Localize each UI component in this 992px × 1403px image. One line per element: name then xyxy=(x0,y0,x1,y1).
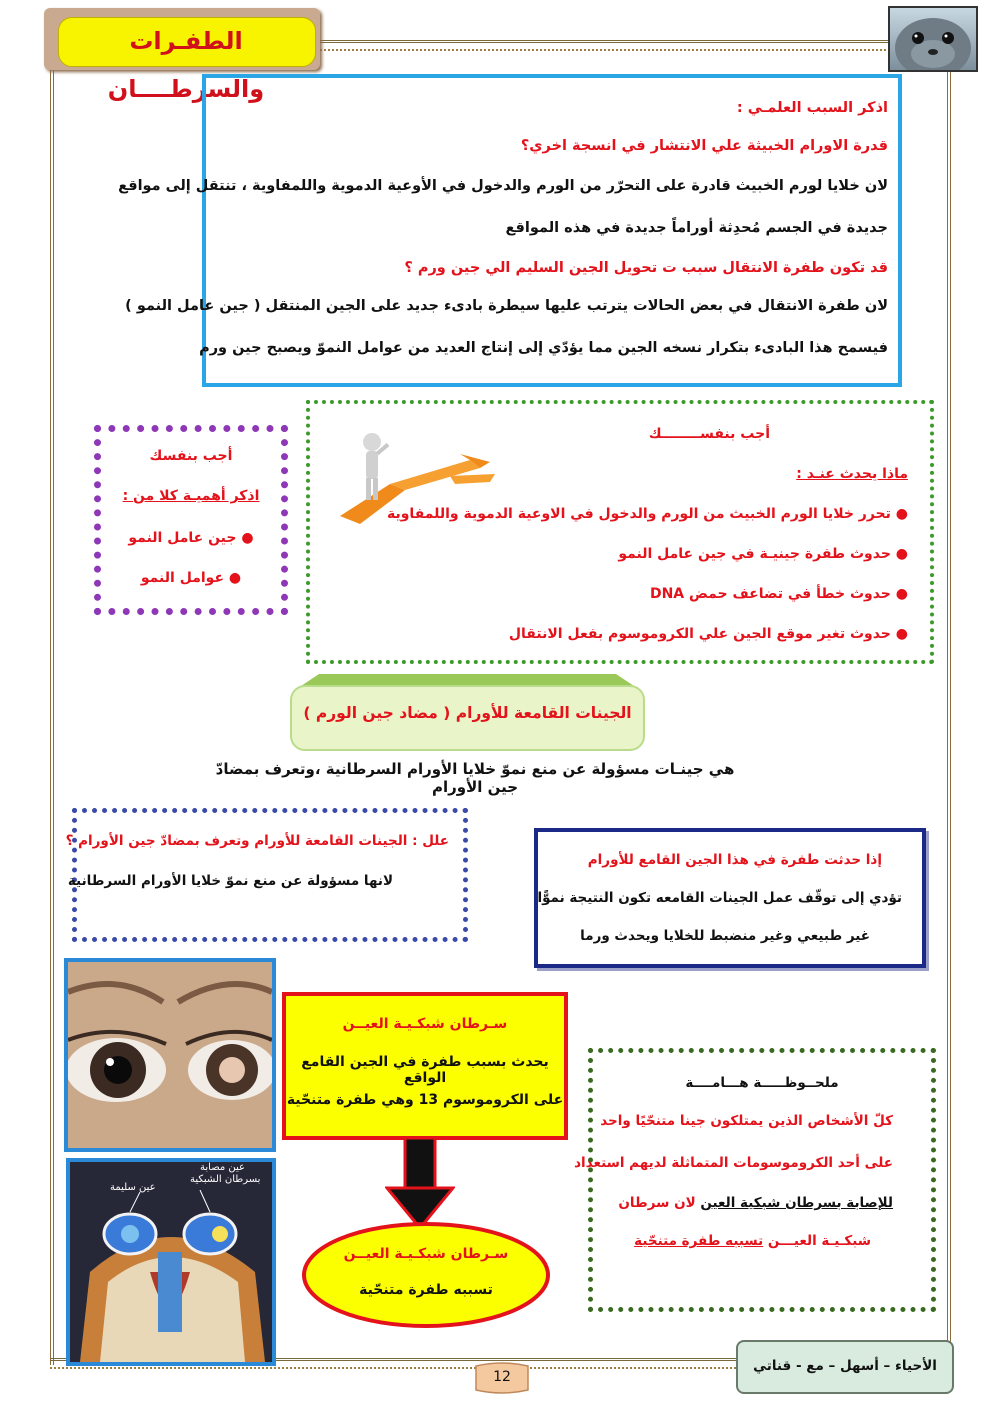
left-box-item: ● عوامل النمو xyxy=(140,570,242,586)
self-answer-box-left xyxy=(94,425,288,615)
reason-box xyxy=(65,808,468,942)
note-line-1: كلّ الأشخاص الذين يمتلكون جينا متنحّيًا واحد xyxy=(600,1113,893,1129)
mutation-line-2: غير طبيعي وغير منضبط للخلايا ويحدث ورما xyxy=(580,928,870,944)
scientific-reason-box xyxy=(118,74,902,387)
page-number: 12 xyxy=(493,1369,511,1385)
top-rule xyxy=(320,40,890,51)
left-box-item-text: عوامل النمو xyxy=(140,570,225,586)
retinoblastoma-box xyxy=(282,992,568,1140)
section-banner xyxy=(289,674,646,754)
note-line-3-black: للإصابة بسرطان شبكية العين xyxy=(700,1195,893,1211)
reason-answer: لانها مسؤولة عن منع نموّ خلايا الأورام السرطانية xyxy=(67,873,393,889)
right-box-sub: ماذا يحدث عنـد : xyxy=(796,466,908,482)
page-number-scroll xyxy=(470,1362,534,1394)
note-line-4-black: تسببه طفرة متنحّية xyxy=(634,1233,764,1249)
right-box-item-text: حدوث طفرة جينيـة في جين عامل النمو xyxy=(618,546,891,562)
left-box-sub: اذكر أهميـة كلا من : xyxy=(122,488,260,504)
footer-tag-text: الأحياء – أسهل – مع - قناتي xyxy=(753,1358,937,1374)
box1-answer-2a: لان طفرة الانتقال في بعض الحالات يترتب عليها سيطرة بادىء جديد على الجين المنتقل ( جين عامل النمو ) xyxy=(125,298,888,314)
right-box-item-text: حدوث تغير موقع الجين علي الكروموسوم بفعل الانتقال xyxy=(508,626,891,642)
mutation-heading: إذا حدثت طفرة في هذا الجين القامع للأورام xyxy=(587,852,882,868)
important-note-box xyxy=(574,1048,936,1312)
box1-question-1: قدرة الاورام الخبيثة علي الانتشار في انسجة اخري؟ xyxy=(520,138,888,154)
retina-line-2: على الكروموسوم 13 وهي طفرة متنحّية xyxy=(286,1092,564,1108)
box1-answer-1a: لان خلايا لورم الخبيث قادرة على التحرّر من الورم والدخول في الأوعية الدموية واللمفاوية ، تنتقل إلى مواقع xyxy=(118,178,888,194)
definition-text: هي جينـات مسؤولة عن منع نموّ خلايا الأورام السرطانية ،وتعرف بمضادّ جين الأورام xyxy=(215,760,735,796)
note-line-3-red: لان سرطان xyxy=(618,1195,696,1211)
left-box-heading: أجب بنفسك xyxy=(149,448,233,464)
right-box-item: ● حدوث تغير موقع الجين علي الكروموسوم بفعل الانتقال xyxy=(508,626,908,642)
right-box-item-text: تحرر خلايا الورم الخبيث من الورم والدخول في الاوعية الدموية واللمفاوية xyxy=(386,506,891,522)
right-box-heading: أجب بنفســــــــك xyxy=(648,426,770,442)
seal-photo xyxy=(888,6,978,72)
box1-question-2: قد تكون طفرة الانتقال سبب ت تحويل الجين السليم الي جين ورم ؟ xyxy=(404,260,888,276)
scan-label-healthy: عين سليمة xyxy=(110,1182,156,1193)
page-title: الطفـرات والسرطــــان xyxy=(107,27,265,103)
right-box-item-text: حدوث خطأ في تضاعف حمض DNA xyxy=(649,586,891,602)
box1-heading: اذكر السبب العلمـي : xyxy=(736,100,888,116)
note-line-2: على أحد الكروموسومات المتماثلة لديهم استعداد xyxy=(574,1155,893,1171)
down-arrow-icon xyxy=(385,1138,455,1230)
left-box-item-text: جين عامل النمو xyxy=(128,530,237,546)
banner-text: الجينات القامعة للأورام ( مضاد جين الورم ) xyxy=(303,704,632,722)
reason-question: علل : الجينات القامعة للأورام وتعرف بمضادّ جين الأورام ؟ xyxy=(65,833,449,849)
mutation-line-1: تؤدي إلى توقّف عمل الجينات القامعه تكون النتيجة نموًّا xyxy=(537,890,902,906)
footer-tag xyxy=(736,1340,954,1394)
note-line-3 xyxy=(618,1195,893,1211)
mutation-info-box xyxy=(534,828,926,968)
eyes-photo xyxy=(64,958,276,1152)
note-line-4-red: شبكـيـة العيـــن xyxy=(767,1233,871,1249)
ellipse-heading: سـرطان شبكـيـة العيــن xyxy=(343,1246,509,1262)
box1-answer-1b: جديدة في الجسم مُحدِثة أوراماً جديدة في هذه المواقع xyxy=(505,220,888,236)
self-answer-box-right xyxy=(306,400,934,664)
mri-scan-photo xyxy=(66,1158,276,1366)
retina-heading: سـرطان شبكـيـة العيــن xyxy=(342,1016,508,1032)
right-box-item: ● تحرر خلايا الورم الخبيث من الورم والدخول في الاوعية الدموية واللمفاوية xyxy=(386,506,908,522)
note-heading: ملحــوظـــــة هـــامــــة xyxy=(685,1075,839,1091)
ellipse-line: تسببه طفرة متنحّية xyxy=(359,1282,493,1298)
box1-answer-2b: فيسمح هذا البادىء بتكرار نسخه الجين مما يؤدّي إلى إنتاج العديد من عوامل النموّ ويصبح جين ورم xyxy=(199,340,888,356)
retinoblastoma-cause-ellipse xyxy=(300,1220,552,1330)
note-line-4 xyxy=(634,1233,871,1249)
scan-label-affected-2: بسرطان الشبكية xyxy=(190,1174,261,1185)
scan-label-affected-1: عين مصابة xyxy=(200,1162,245,1173)
right-box-item: ● حدوث طفرة جينيـة في جين عامل النمو xyxy=(618,546,908,562)
right-box-item: ● حدوث خطأ في تضاعف حمض DNA xyxy=(649,586,908,602)
left-box-item: ● جين عامل النمو xyxy=(128,530,254,546)
retina-line-1: يحدث بسبب طفرة في الجين القامع الواقع xyxy=(301,1054,549,1086)
